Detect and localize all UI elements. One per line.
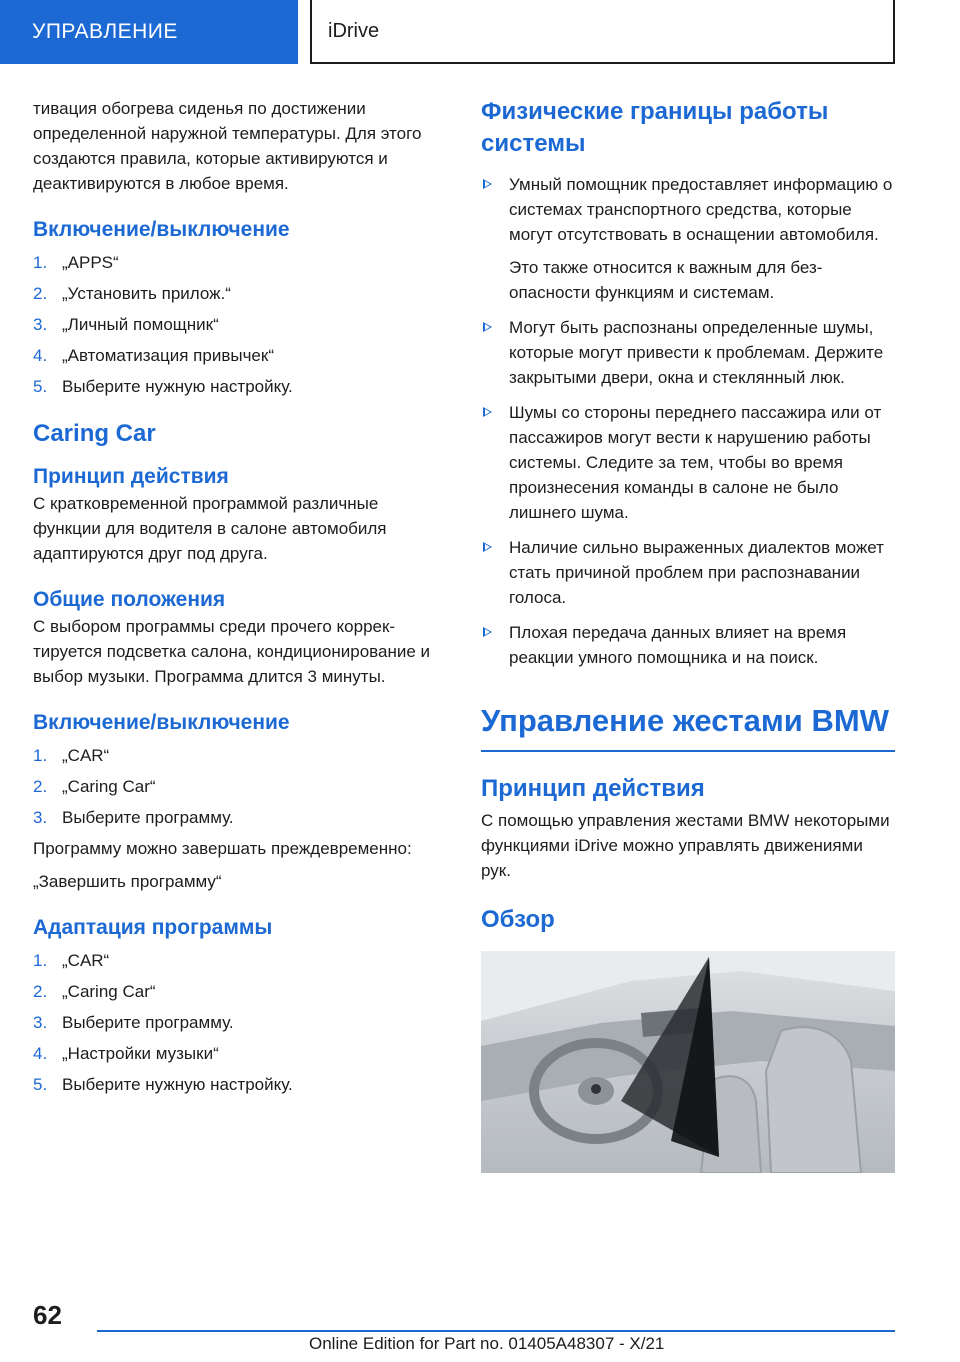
intro-paragraph: тивация обогрева сиденья по достижении определенной наружной температуры. Для этого создаются правила, которые активируются и деактивируются в любое время. <box>33 99 422 193</box>
adapt-heading: Адаптация программы <box>33 916 273 939</box>
onoff-note-command: „Завершить программу“ <box>33 872 222 891</box>
general-text: С выбором программы среди прочего корректируется подсветка салона, кондиционирование и выбор музыки. Программа длится 3 минуты. <box>33 617 431 686</box>
caring-car-title: Caring Car <box>33 420 156 447</box>
adapt-steps <box>33 948 448 1097</box>
step-item: 1. „CAR“ <box>33 951 110 970</box>
principle-text: С кратковременной программой различные функции для водителя в салоне автомобиля адаптируются друг под друга. <box>33 494 387 563</box>
footer-edition: Online Edition for Part no. 01405A48307 - X/21 <box>309 1334 665 1353</box>
gesture-principle-heading: Принцип действия <box>481 775 705 802</box>
list-item: Умный помощник предоставляет информацию о системах транспортного средства, которые могут отсутствовать в оснащении автомобиля. Это также относится к важным для безопасности функциям и системам. <box>481 172 895 305</box>
principle-heading: Принцип действия <box>33 465 229 488</box>
step-item: 2. „Caring Car“ <box>33 777 156 796</box>
overview-heading: Обзор <box>481 906 555 933</box>
list-item: Могут быть распознаны определенные шумы, которые могут привести к проблемам. Держите закрытыми двери, окна и стеклянный люк. <box>481 315 895 390</box>
car-interior-drawing <box>481 951 895 1173</box>
triangle-bullet-icon <box>483 322 492 332</box>
step-item: 1. „APPS“ <box>33 253 119 272</box>
step-item: 4. „Настройки музыки“ <box>33 1044 219 1063</box>
car-interior-illustration <box>481 951 895 1173</box>
step-item: 2. „Установить прилож.“ <box>33 284 231 303</box>
onoff-heading-1: Включение/выключение <box>33 218 290 241</box>
chapter-header: iDrive <box>310 0 895 64</box>
step-item: 5. Выберите нужную настройку. <box>33 377 293 396</box>
onoff-steps-2 <box>33 743 448 830</box>
limits-heading: Физические границы работы системы <box>481 98 829 157</box>
right-column <box>481 96 895 1173</box>
general-heading: Общие положения <box>33 588 226 611</box>
step-item: 2. „Caring Car“ <box>33 982 156 1001</box>
step-item: 4. „Автоматизация привычек“ <box>33 346 274 365</box>
step-item: 3. Выберите программу. <box>33 808 234 827</box>
onoff-note: Программу можно завершать преждевременно: <box>33 839 412 858</box>
step-item: 3. Выберите программу. <box>33 1013 234 1032</box>
left-column <box>33 96 448 1103</box>
onoff-steps-1 <box>33 250 448 399</box>
step-item: 1. „CAR“ <box>33 746 110 765</box>
list-item: Шумы со стороны переднего пассажира или от пассажиров могут вести к нарушению работы системы. Следите за тем, чтобы во время произнесения команды в салоне не было лишнего шума. <box>481 400 895 525</box>
step-item: 5. Выберите нужную настройку. <box>33 1075 293 1094</box>
gesture-principle-text: С помощью управления жестами BMW некоторыми функциями iDrive можно управлять движениями рук. <box>481 811 890 880</box>
triangle-bullet-icon <box>483 542 492 552</box>
list-item: Наличие сильно выраженных диалектов может стать причиной проблем при распознавании голоса. <box>481 535 895 610</box>
triangle-bullet-icon <box>483 627 492 637</box>
triangle-bullet-icon <box>483 179 492 189</box>
step-item: 3. „Личный помощник“ <box>33 315 219 334</box>
gesture-control-title: Управление жестами BMW <box>481 703 889 738</box>
page-number: 62 <box>33 1300 62 1330</box>
section-tab: УПРАВЛЕНИЕ <box>0 0 298 64</box>
onoff-heading-2: Включение/выключение <box>33 711 290 734</box>
footer-divider <box>97 1330 895 1332</box>
triangle-bullet-icon <box>483 407 492 417</box>
list-item: Плохая передача данных влияет на время реакции умного помощника и на поиск. <box>481 620 895 670</box>
limits-list <box>481 172 895 670</box>
